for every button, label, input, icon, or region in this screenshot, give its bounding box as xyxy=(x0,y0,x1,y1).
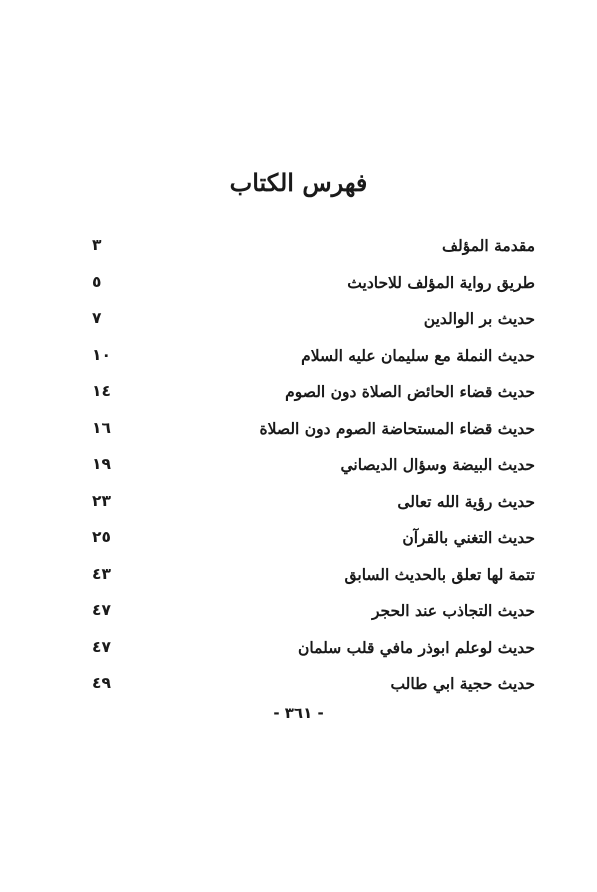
toc-entry xyxy=(92,415,535,452)
toc-entry-title: مقدمة المؤلف xyxy=(441,236,535,255)
toc-entry-title: حديث التجاذب عند الحجر xyxy=(371,601,535,620)
toc-entry-page: ٤٧ xyxy=(92,637,111,656)
toc-entry-page: ٧ xyxy=(92,309,102,327)
toc-entry-page: ٤٧ xyxy=(92,601,111,619)
toc-entry xyxy=(92,597,535,634)
toc-entry xyxy=(92,488,535,525)
toc-entry xyxy=(92,232,535,269)
toc-entry-page: ١٤ xyxy=(92,382,111,400)
page-number: - ٣٦١ - xyxy=(273,704,324,722)
toc-entry xyxy=(92,561,535,598)
toc-entry-page: ٢٣ xyxy=(92,491,111,510)
toc-entry-title: حديث النملة مع سليمان عليه السلام xyxy=(301,345,535,365)
toc-entry xyxy=(92,378,535,415)
toc-entry-title: حديث بر الوالدين xyxy=(423,309,535,328)
toc-entry-page: ١٦ xyxy=(92,418,111,437)
toc-entry-title: حديث البيضة وسؤال الديصاني xyxy=(340,455,535,474)
table-of-contents xyxy=(92,232,535,707)
toc-entry-title: حديث قضاء الحائض الصلاة دون الصوم xyxy=(285,382,535,401)
toc-entry-title: حديث حجية ابي طالب xyxy=(390,674,535,693)
toc-entry xyxy=(92,451,535,488)
toc-entry-page: ٤٩ xyxy=(92,674,111,692)
toc-entry-title: تتمة لها تعلق بالحديث السابق xyxy=(344,564,535,584)
toc-entry-page: ٥ xyxy=(92,272,102,291)
toc-entry-title: حديث التغني بالقرآن xyxy=(402,528,535,547)
toc-entry-page: ٤٣ xyxy=(92,564,111,583)
toc-entry xyxy=(92,634,535,671)
toc-entry-title: حديث رؤية الله تعالى xyxy=(397,491,535,511)
page-title: فهرس الكتاب xyxy=(229,168,368,197)
toc-entry-title: طريق رواية المؤلف للاحاديث xyxy=(347,272,535,292)
toc-entry xyxy=(92,670,535,707)
toc-entry-page: ٣ xyxy=(92,236,102,254)
toc-entry-title: حديث قضاء المستحاضة الصوم دون الصلاة xyxy=(259,418,535,438)
toc-entry xyxy=(92,342,535,379)
toc-entry xyxy=(92,269,535,306)
toc-entry xyxy=(92,305,535,342)
toc-entry-title: حديث لوعلم ابوذر مافي قلب سلمان xyxy=(298,637,535,657)
toc-entry-page: ١٠ xyxy=(92,345,111,364)
toc-entry-page: ٢٥ xyxy=(92,528,111,546)
toc-entry xyxy=(92,524,535,561)
toc-entry-page: ١٩ xyxy=(92,455,111,473)
